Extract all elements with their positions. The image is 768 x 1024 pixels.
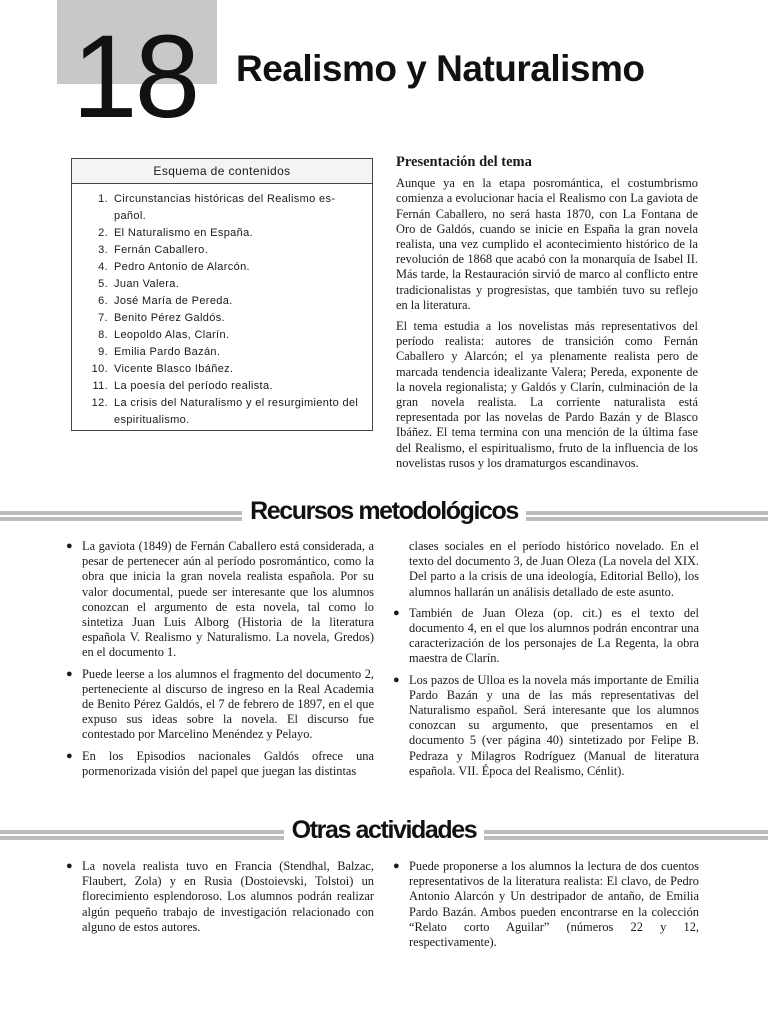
scheme-item: 7. Benito Pérez Galdós. <box>98 312 225 324</box>
section-band-recursos <box>0 497 768 529</box>
bullet-icon: ● <box>66 860 73 872</box>
scheme-item: 1. Circunstancias históricas del Realismo es-pañol. <box>98 193 336 222</box>
bullet-icon: ● <box>393 860 400 872</box>
bullet-icon: ● <box>393 673 400 686</box>
presentation-paragraph: El tema estudia a los novelistas más representativos del período realista: autores de transición como Fernán Caballero y Alarcón; el ya plenamente realista pero de marcada tendencia idealizante Valera; Pereda, exponente de la novela regionalista; y Galdós y Clarín, culminación de la gran novela realista. La corriente naturalista está representada por las novelas de Pardo Bazán y de Blasco Ibáñez. El tema termina con una mención de la última fase del Realismo, el espiritualismo, fruto de la influencia de los novelistas rusos y los dramaturgos escandinavos. <box>396 319 698 470</box>
bullet-icon: ● <box>393 606 400 619</box>
section-heading: Recursos metodológicos <box>242 497 526 526</box>
scheme-item: 11. La poesía del período realista. <box>92 380 273 392</box>
recursos-left-column <box>66 539 374 785</box>
scheme-item: 8. Leopoldo Alas, Clarín. <box>98 329 230 341</box>
scheme-item: 10. Vicente Blasco Ibáñez. <box>91 363 234 375</box>
chapter-title: Realismo y Naturalismo <box>236 48 645 89</box>
otras-right-column <box>393 859 699 956</box>
list-item: ● También de Juan Oleza (op. cit.) es el texto del documento 4, en el que los alumnos podrán encontrar una caracterización de los personajes de La Regenta, la obra maestra de Clarín. <box>393 605 699 666</box>
bullet-icon: ● <box>66 540 73 552</box>
scheme-item: 3. Fernán Caballero. <box>98 244 208 256</box>
scheme-list <box>72 184 372 429</box>
recursos-right-column <box>393 539 699 785</box>
presentation-title: Presentación del tema <box>396 154 532 170</box>
scheme-item: 12. La crisis del Naturalismo y el resurgimiento del espiritualismo. <box>91 397 359 426</box>
list-item: ● Puede proponerse a los alumnos la lectura de dos cuentos representativos de la literatura realista: El clavo, de Pedro Antonio Alarcón y Un destripador de antaño, de Emilia Pardo Bazán. Ambos pueden encontrarse en la colección “Relato corto Aguilar” (números 22 y 12, respectivamente). <box>393 859 699 950</box>
presentation-paragraph: Aunque ya en la etapa posromántica, el costumbrismo comienza a evolucionar hacia el Realismo con La gaviota de Fernán Caballero, no será hasta 1870, con La Fontana de Oro de Galdós, cuando se inicie en España la gran novela realista, una vez cumplido el acontecimiento histórico de la revolución de 1868 que acabó con la monarquía de Isabel II. Más tarde, la Restauración sirvió de marco al conflicto entre tradicionalistas y progresistas, que también tuvo su reflejo en la literatura. <box>396 176 698 312</box>
list-item: ● Puede leerse a los alumnos el fragmento del documento 2, perteneciente al discurso de ingreso en la Real Academia de Benito Pérez Galdós, el 7 de febrero de 1897, en el que expuso sus ideas sobre la novela. El discurso fue contestado por Marcelino Menéndez y Pelayo. <box>66 666 374 742</box>
bullet-icon: ● <box>66 749 73 762</box>
scheme-item: 5. Juan Valera. <box>98 278 180 290</box>
content-scheme-box <box>71 158 373 431</box>
list-item: ● En los Episodios nacionales Galdós ofrece una pormenorizada visión del papel que juegan las distintas <box>66 748 374 778</box>
scheme-title: Esquema de contenidos <box>72 159 372 184</box>
list-item: ● La gaviota (1849) de Fernán Caballero está considerada, a pesar de pertenecer aún al período posromántico, como la obra que inicia la gran novela realista española. Por su valor documental, puede ser interesante que los alumnos conozcan el argumento de esta novela, tal como lo sintetiza Juan Luis Alborg (Historia de la literatura española V. Realismo y Naturalismo. La novela, Gredos) en el documento 1. <box>66 539 374 660</box>
chapter-number: 18 <box>72 11 198 143</box>
presentation-section <box>396 155 698 477</box>
list-item: clases sociales en el período histórico novelado. En el texto del documento 3, de Juan Oleza (La novela del XIX. Del parto a la crisis de una ideología, Editorial Bello), los alumnos hallarán un análisis detallado de este asunto. <box>409 539 699 599</box>
list-item: ● La novela realista tuvo en Francia (Stendhal, Balzac, Flaubert, Zola) y en Rusia (Dostoievski, Tolstoi) un florecimiento esplendoroso. Los alumnos podrán realizar algún pequeño trabajo de investigación relacionado con alguno de estos autores. <box>66 859 374 934</box>
scheme-item: 4. Pedro Antonio de Alarcón. <box>98 261 250 273</box>
section-heading: Otras actividades <box>284 816 485 845</box>
list-item: ● Los pazos de Ulloa es la novela más importante de Emilia Pardo Bazán y una de las más representativas del Naturalismo español. Será interesante que los alumnos conozcan su argumento, que presentamos en el documento 5 (ver página 40) sintetizado por Felipe B. Pedraza y Milagros Rodríguez (Manual de literatura española. VII. Época del Realismo, Cénlit). <box>393 672 699 778</box>
otras-left-column <box>66 859 374 941</box>
bullet-icon: ● <box>66 667 73 680</box>
scheme-item: 9. Emilia Pardo Bazán. <box>98 346 221 358</box>
section-band-otras <box>0 816 768 848</box>
scheme-item: 6. José María de Pereda. <box>98 295 233 307</box>
scheme-item: 2. El Naturalismo en España. <box>98 227 253 239</box>
